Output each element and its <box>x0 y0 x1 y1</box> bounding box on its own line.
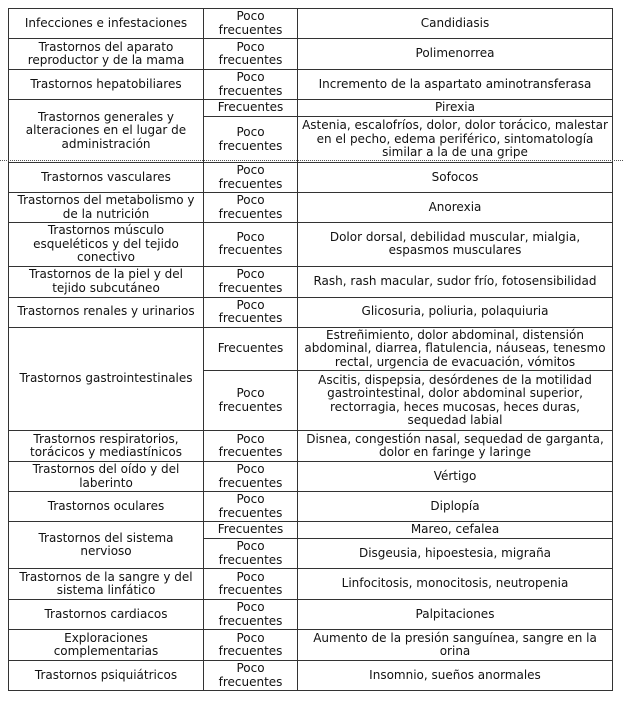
frequency-cell: Frecuentes <box>204 327 298 371</box>
table-row <box>9 327 613 371</box>
organ-system-cell: Trastornos renales y urinarios <box>9 297 204 327</box>
adverse-reactions-table <box>8 8 613 691</box>
frequency-cell: Poco frecuentes <box>204 661 298 691</box>
table-row <box>9 600 613 630</box>
organ-system-cell: Trastornos hepatobiliares <box>9 70 204 100</box>
adverse-effects-cell: Mareo, cefalea <box>298 522 613 539</box>
frequency-cell: Poco frecuentes <box>204 569 298 600</box>
adverse-effects-cell: Palpitaciones <box>298 600 613 630</box>
frequency-cell: Frecuentes <box>204 522 298 539</box>
adverse-effects-cell: Estreñimiento, dolor abdominal, distensión abdominal, diarrea, flatulencia, náuseas, tenesmo rectal, urgencia de evacuación, vómitos <box>298 327 613 371</box>
organ-system-cell: Trastornos psiquiátricos <box>9 661 204 691</box>
page-break-divider <box>0 160 623 161</box>
adverse-effects-cell: Disgeusia, hipoestesia, migraña <box>298 539 613 569</box>
table-row <box>9 70 613 100</box>
table-row <box>9 193 613 223</box>
frequency-cell: Poco frecuentes <box>204 223 298 267</box>
organ-system-cell: Infecciones e infestaciones <box>9 9 204 39</box>
frequency-cell: Poco frecuentes <box>204 431 298 462</box>
organ-system-cell: Trastornos respiratorios, torácicos y mediastínicos <box>9 431 204 462</box>
table-row <box>9 569 613 600</box>
organ-system-cell: Trastornos de la piel y del tejido subcutáneo <box>9 266 204 297</box>
table-row <box>9 9 613 39</box>
organ-system-cell: Trastornos gastrointestinales <box>9 327 204 431</box>
adverse-effects-cell: Disnea, congestión nasal, sequedad de garganta, dolor en faringe y laringe <box>298 431 613 462</box>
frequency-cell: Poco frecuentes <box>204 462 298 492</box>
adverse-effects-cell: Dolor dorsal, debilidad muscular, mialgia, espasmos musculares <box>298 223 613 267</box>
frequency-cell: Poco frecuentes <box>204 39 298 70</box>
adverse-effects-cell: Ascitis, dispepsia, desórdenes de la motilidad gastrointestinal, dolor abdominal superior, rectorragia, heces mucosas, heces duras, sequedad labial <box>298 371 613 431</box>
frequency-cell: Poco frecuentes <box>204 371 298 431</box>
frequency-cell: Poco frecuentes <box>204 492 298 522</box>
frequency-cell: Poco frecuentes <box>204 297 298 327</box>
adverse-effects-cell: Vértigo <box>298 462 613 492</box>
table-row <box>9 522 613 539</box>
table-row <box>9 661 613 691</box>
organ-system-cell: Trastornos del sistema nervioso <box>9 522 204 569</box>
adverse-reactions-table-wrapper <box>8 8 613 691</box>
adverse-effects-cell: Astenia, escalofríos, dolor, dolor torácico, malestar en el pecho, edema periférico, sintomatología similar a la de una gripe <box>298 117 613 163</box>
organ-system-cell: Trastornos vasculares <box>9 163 204 193</box>
adverse-effects-cell: Glicosuria, poliuria, polaquiuria <box>298 297 613 327</box>
table-row <box>9 630 613 661</box>
adverse-effects-cell: Incremento de la aspartato aminotransferasa <box>298 70 613 100</box>
adverse-effects-cell: Insomnio, sueños anormales <box>298 661 613 691</box>
frequency-cell: Poco frecuentes <box>204 9 298 39</box>
adverse-effects-cell: Candidiasis <box>298 9 613 39</box>
table-row <box>9 492 613 522</box>
table-row <box>9 297 613 327</box>
organ-system-cell: Trastornos del metabolismo y de la nutrición <box>9 193 204 223</box>
adverse-effects-cell: Diplopía <box>298 492 613 522</box>
adverse-effects-cell: Linfocitosis, monocitosis, neutropenia <box>298 569 613 600</box>
frequency-cell: Poco frecuentes <box>204 163 298 193</box>
frequency-cell: Poco frecuentes <box>204 539 298 569</box>
frequency-cell: Poco frecuentes <box>204 70 298 100</box>
organ-system-cell: Trastornos músculo esqueléticos y del tejido conectivo <box>9 223 204 267</box>
frequency-cell: Poco frecuentes <box>204 630 298 661</box>
frequency-cell: Poco frecuentes <box>204 600 298 630</box>
table-row <box>9 163 613 193</box>
table-row <box>9 431 613 462</box>
frequency-cell: Poco frecuentes <box>204 193 298 223</box>
frequency-cell: Poco frecuentes <box>204 117 298 163</box>
table-row <box>9 223 613 267</box>
adverse-effects-cell: Anorexia <box>298 193 613 223</box>
adverse-effects-cell: Aumento de la presión sanguínea, sangre en la orina <box>298 630 613 661</box>
adverse-effects-cell: Polimenorrea <box>298 39 613 70</box>
organ-system-cell: Trastornos del aparato reproductor y de la mama <box>9 39 204 70</box>
organ-system-cell: Trastornos del oído y del laberinto <box>9 462 204 492</box>
organ-system-cell: Exploraciones complementarias <box>9 630 204 661</box>
table-body <box>9 9 613 691</box>
table-row <box>9 100 613 117</box>
adverse-effects-cell: Rash, rash macular, sudor frío, fotosensibilidad <box>298 266 613 297</box>
organ-system-cell: Trastornos generales y alteraciones en el lugar de administración <box>9 100 204 163</box>
table-row <box>9 266 613 297</box>
adverse-effects-cell: Sofocos <box>298 163 613 193</box>
frequency-cell: Poco frecuentes <box>204 266 298 297</box>
table-row <box>9 462 613 492</box>
organ-system-cell: Trastornos cardiacos <box>9 600 204 630</box>
organ-system-cell: Trastornos de la sangre y del sistema linfático <box>9 569 204 600</box>
adverse-effects-cell: Pirexia <box>298 100 613 117</box>
frequency-cell: Frecuentes <box>204 100 298 117</box>
table-row <box>9 39 613 70</box>
organ-system-cell: Trastornos oculares <box>9 492 204 522</box>
